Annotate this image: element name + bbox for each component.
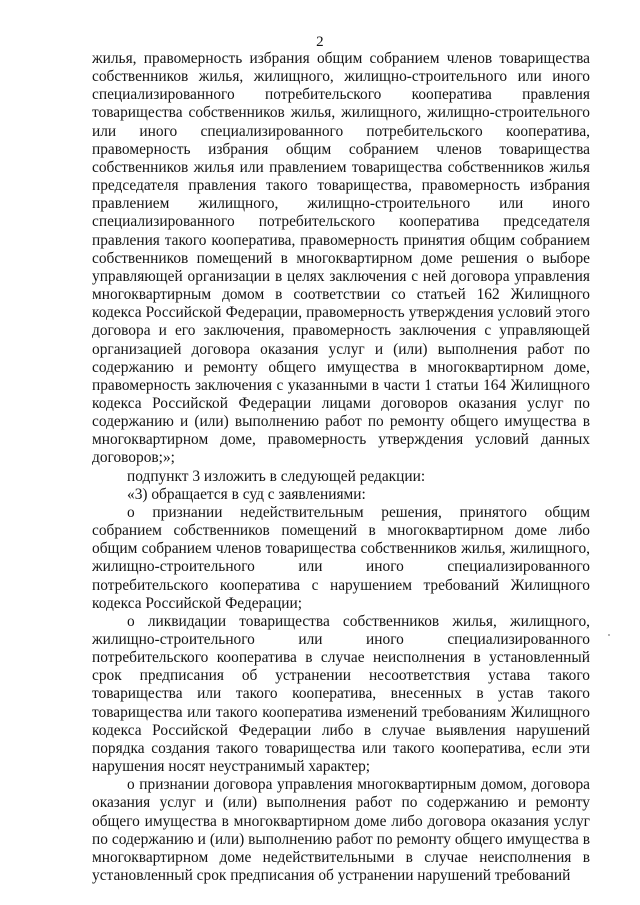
paragraph-liquidation: о ликвидации товарищества собственников жилья, жилищного, жилищно-строительного или иного специализированного потребительского кооператива в случае неисполнения в установленный срок предписания об устранении несоответствия устава такого товарищества или такого кооператива, внесенных в устав такого товарищества или такого кооператива изменений требованиям Жилищного кодекса Российской Федерации либо в случае выявления нарушений порядка создания такого товарищества или такого кооператива, если эти нарушения носят неустранимый характер; bbox=[92, 612, 590, 776]
paragraph-invalid-decision: о признании недействительным решения, принятого общим собранием собственников помещений в многоквартирном доме либо общим собранием членов товарищества собственников жилья, жилищного, жилищно-строительного или иного специализированного потребительского кооператива с нарушением требований Жилищного кодекса Российской Федерации; bbox=[92, 503, 590, 612]
paragraph-continuation: жилья, правомерность избрания общим собранием членов товарищества собственников жилья, жилищного, жилищно-строительного или иного специализированного потребительского кооператива правления товарищества собственников жилья, жилищного, жилищно-строительного или иного специализированного потребительского кооператива, правомерность избрания общим собранием членов товарищества собственников жилья или правлением товарищества собственников жилья председателя правления такого товарищества, правомерность избрания правлением жилищного, жилищно-строительного или иного специализированного потребительского кооператива председателя правления такого кооператива, правомерность принятия общим собранием собственников помещений в многоквартирном доме решения о выборе управляющей организации в целях заключения с ней договора управления многоквартирным домом в соответствии со статьей 162 Жилищного кодекса Российской Федерации, правомерность утверждения условий этого договора и его заключения, правомерность заключения с управляющей организацией договора оказания услуг и (или) выполнения работ по содержанию и ремонту общего имущества в многоквартирном доме, правомерность заключения с указанными в части 1 статьи 164 Жилищного кодекса Российской Федерации лицами договоров оказания услуг по содержанию и (или) выполнению работ по ремонту общего имущества в многоквартирном доме, правомерность утверждения условий данных договоров;»; bbox=[92, 50, 590, 467]
paragraph-subitem-instruction: подпункт 3 изложить в следующей редакции: bbox=[127, 467, 426, 485]
paragraph-contract-invalid: о признании договора управления многоквартирным домом, договора оказания услуг и (или) выполнения работ по содержанию и ремонту общего имущества в многоквартирном доме либо договора оказания услуг по содержанию и (или) выполнению работ по ремонту общего имущества в многоквартирном доме недействительными в случае неисполнения в установленный срок предписания об устранении нарушений требований bbox=[92, 776, 590, 885]
scan-speck bbox=[608, 634, 610, 636]
paragraph-item-3-heading: «3) обращается в суд с заявлениями: bbox=[127, 485, 366, 503]
document-body bbox=[92, 50, 590, 885]
page-number: 2 bbox=[316, 34, 324, 50]
